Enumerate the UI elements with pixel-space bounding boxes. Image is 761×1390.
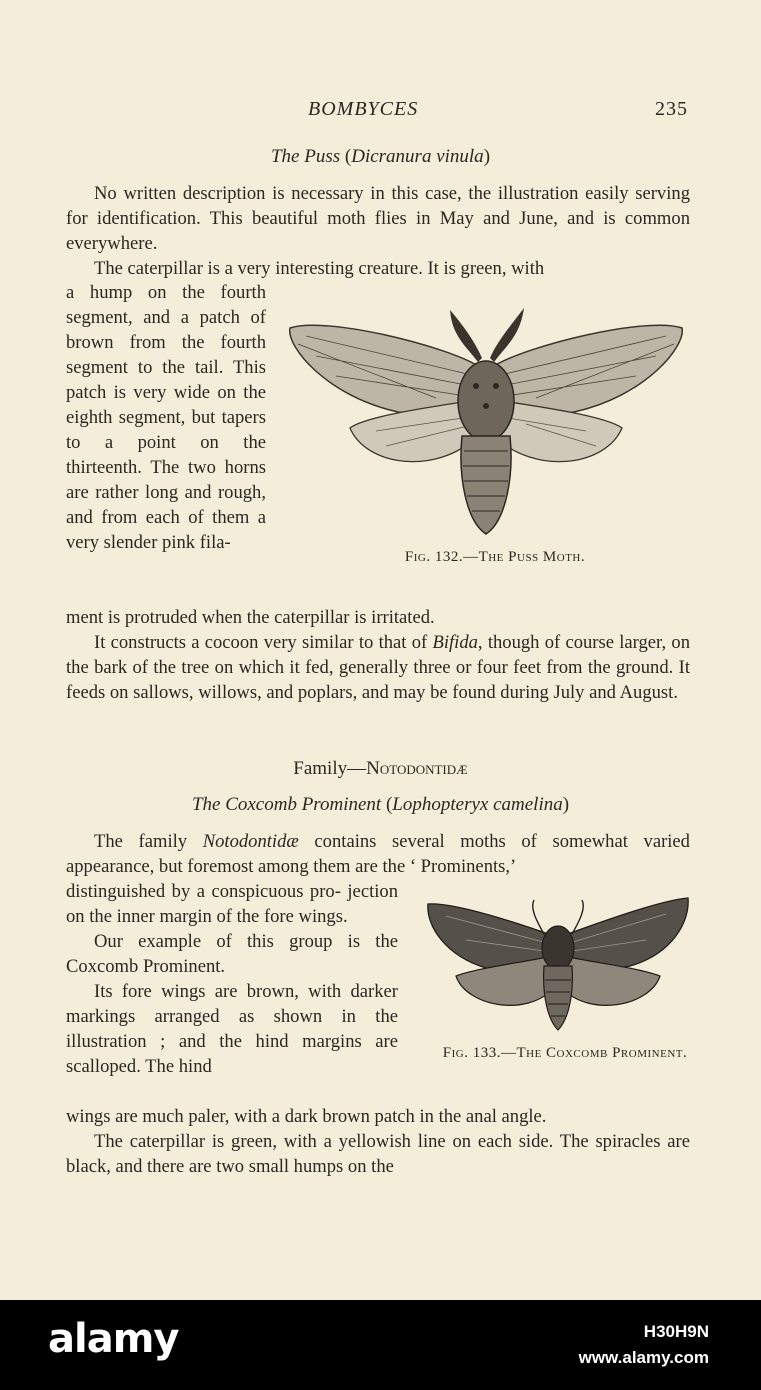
moth-illustration-icon [428, 898, 688, 1030]
family-heading [0, 758, 761, 780]
puss-intro [66, 181, 690, 281]
heading-common-name: The Puss [270, 146, 341, 167]
text-run: The family [94, 831, 203, 852]
coxcomb-moth-figure [426, 896, 690, 1032]
caption-title: —The Puss Moth. [463, 549, 586, 565]
paragraph: distinguished by a conspicuous pro- jection on the inner margin of the fore wings. [66, 881, 398, 927]
puss-continued [66, 605, 690, 705]
family-name-italic: Notodontidæ [202, 831, 299, 852]
page-number: 235 [655, 98, 688, 120]
puss-wrap-text [66, 280, 266, 555]
text-run: , though of course larger, on the bark of the tree on which it fed, generally three or four feet from the ground. It feeds on sallows, willows, and poplars, and may be found during July and August. [66, 632, 691, 703]
text-run: contains several moths of somewhat varied appearance, but foremost among them are the ‘ Prominents,’ [66, 831, 690, 877]
coxcomb-wrap-text [66, 879, 398, 1079]
watermark-bar [0, 1300, 761, 1390]
family-name: Notodontidæ [366, 758, 468, 779]
paragraph: Our example of this group is the Coxcomb Prominent. [66, 931, 398, 977]
heading-latin-name: Dicranura vinula [351, 146, 484, 167]
coxcomb-continued [66, 1104, 690, 1179]
figure-132-caption [340, 549, 650, 566]
paragraph: wings are much paler, with a dark brown patch in the anal angle. [66, 1106, 547, 1127]
paragraph [66, 630, 690, 705]
alamy-logo: alamy [48, 1316, 179, 1362]
paragraph: The caterpillar is green, with a yellowish line on each side. The spiracles are black, and there are two small humps on the [66, 1131, 690, 1177]
figure-133-caption [440, 1043, 690, 1063]
moth-illustration-icon [290, 308, 683, 534]
paragraph: The caterpillar is a very interesting creature. It is green, with [94, 258, 545, 279]
family-label: Family— [293, 758, 367, 779]
section-heading-coxcomb: The Coxcomb Prominent (Lophopteryx camelina) [191, 794, 570, 815]
site-url: www.alamy.com [578, 1348, 709, 1367]
paragraph: Its fore wings are brown, with darker markings arranged as shown in the illustration ; and the hind margins are scalloped. The hind [66, 981, 398, 1077]
paragraph: a hump on the fourth segment, and a patch of brown from the fourth segment to the tail. This patch is very wide on the eighth segment, but tapers to a point on the thirteenth. The two horns are rather long and rough, and from each of them a very slender pink fila- [66, 282, 266, 553]
species-name: Bifida [432, 632, 478, 653]
caption-prefix: Fig. 132. [404, 549, 464, 565]
text-run: It constructs a cocoon very similar to that of [94, 632, 433, 653]
image-id: H30H9N [643, 1322, 709, 1341]
heading-common-name: The Coxcomb Prominent [191, 794, 382, 815]
coxcomb-intro [66, 829, 690, 879]
puss-moth-figure [286, 306, 686, 538]
paragraph: No written description is necessary in this case, the illustration easily serving for identification. This beautiful moth flies in May and June, and is common everywhere. [66, 183, 690, 254]
caption-prefix: Fig. 133. [442, 1045, 501, 1061]
section-heading-puss: The Puss (Dicranura vinula) [270, 146, 491, 167]
paragraph: ment is protruded when the caterpillar is irritated. [66, 607, 435, 628]
heading-latin-name: Lophopteryx camelina [392, 794, 563, 815]
caption-title: —The Coxcomb Prominent. [500, 1045, 688, 1061]
paragraph [66, 829, 690, 879]
running-title: BOMBYCES [308, 98, 419, 120]
